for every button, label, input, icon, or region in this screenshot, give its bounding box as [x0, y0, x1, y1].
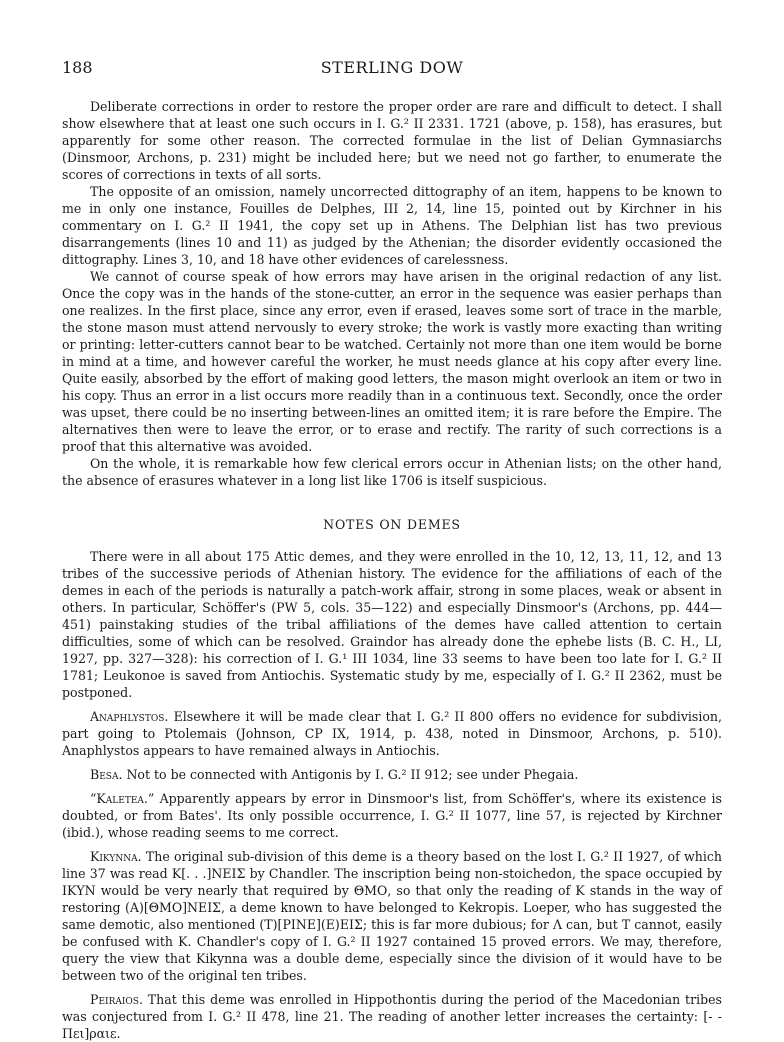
note-text: Apparently appears by error in Dinsmoor's list, from Schöffer's, where its existence is doubted, or from Bates'. Its only possible occurrence, I. G.² II 1077, line 57, is rejected by Kirchner (ibid.), whose reading seems to me correct. — [62, 791, 722, 840]
section-heading: NOTES ON DEMES — [323, 517, 461, 532]
note-term: Peiraios. — [90, 992, 143, 1007]
note-term: “Kaletea.” — [90, 791, 155, 806]
note-term: Besa. — [90, 767, 123, 782]
note-term: Anaphlystos. — [90, 709, 169, 724]
note-term: Kikynna. — [90, 849, 142, 864]
paragraph-2: The opposite of an omission, namely uncorrected dittography of an item, happens to be known to me in only one instance, Fouilles de Delphes, III 2, 14, line 15, pointed out by Kirchner in his commentary on I. G.² II 1941, the copy set up in Athens. The Delphian list has two previous disarrangements (lines 10 and 11) as judged by the Athenian; the disorder evidently occasioned the dittography. Lines 3, 10, and 18 have other evidences of carelessness. — [62, 184, 722, 267]
page-number: 188 — [62, 58, 93, 77]
body-text — [62, 98, 722, 1042]
paragraph-1: Deliberate corrections in order to restore the proper order are rare and difficult to detect. I shall show elsewhere that at least one such occurs in I. G.² II 2331. 1721 (above, p. 158), has erasures, but apparently for some other reason. The corrected formulae in the list of Delian Gymnasiarchs (Dinsmoor, Archons, p. 231) might be included here; but we need not go farther, to enumerate the scores of corrections in texts of all sorts. — [62, 99, 722, 182]
note-peiraios — [62, 991, 722, 1042]
running-head: STERLING DOW — [320, 58, 464, 77]
note-kikynna — [62, 848, 722, 984]
note-kaletea — [62, 790, 722, 841]
note-anaphlystos — [62, 708, 722, 759]
section-intro: There were in all about 175 Attic demes, and they were enrolled in the 10, 12, 13, 11, 12, and 13 tribes of the successive periods of Athenian history. The evidence for the affiliations of each of the demes in each of the periods is naturally a patch-work affair, strong in some places, weak or absent in others. In particular, Schöffer's (PW 5, cols. 35—122) and especially Dinsmoor's (Archons, pp. 444—451) painstaking studies of the tribal affiliations of the demes have called attention to certain difficulties, some of which can be resolved. Graindor has already done the ephebe lists (B. C. H., LI, 1927, pp. 327—328): his correction of I. G.¹ III 1034, line 33 seems to have been too late for I. G.² II 1781; Leukonoe is saved from Antiochis. Systematic study by me, especially of I. G.² II 2362, must be postponed. — [62, 549, 722, 700]
paragraph-3: We cannot of course speak of how errors may have arisen in the original redaction of any list. Once the copy was in the hands of the stone-cutter, an error in the sequence was easier perhaps than one realizes. In the first place, since any error, even if erased, leaves some sort of trace in the marble, the stone mason must attend nervously to every stroke; the work is vastly more exacting than writing or printing: letter-cutters cannot bear to be watched. Certainly not more than one item would be borne in mind at a time, and however careful the worker, he must needs glance at his copy after every line. Quite easily, absorbed by the effort of making good letters, the mason might overlook an item or two in his copy. Thus an error in a list occurs more readily than in a continuous text. Secondly, once the order was upset, there could be no inserting between-lines an omitted item; it is rare before the Empire. The alternatives then were to leave the error, or to erase and rectify. The rarity of such corrections is a proof that this alternative was avoided. — [62, 269, 722, 454]
note-text: Elsewhere it will be made clear that I. G.² II 800 offers no evidence for subdivision, part going to Ptolemais (Johnson, CP IX, 1914, p. 438, noted in Dinsmoor, Archons, p. 510). Anaphlystos appears to have remained always in Antiochis. — [62, 709, 722, 758]
note-text: Not to be connected with Antigonis by I. G.² II 912; see under Phegaia. — [122, 767, 579, 782]
note-text: The original sub-division of this deme is a theory based on the lost I. G.² II 1927, of which line 37 was read Κ[. . .]ΝΕΙΣ by Chandler. The inscription being non-stoichedon, the space occupied by ΙΚΥΝ would be very nearly that required by ΘΜΟ, so that only the reading of Κ stands in the way of restoring (Α)[ΘΜΟ]ΝΕΙΣ, a deme known to have belonged to Kekropis. Loeper, who has suggested the same demotic, also mentioned (Τ)[ΡΙΝΕ](Ε)ΕΙΣ; this is far more dubious; for Λ can, but Τ cannot, easily be confused with Κ. Chandler's copy of I. G.² II 1927 contained 15 proved errors. We may, therefore, query the view that Kikynna was a double deme, especially since the division of it would have to be between two of the original ten tribes. — [62, 849, 722, 983]
page-header — [62, 58, 722, 80]
note-besa — [62, 766, 722, 783]
paragraph-4: On the whole, it is remarkable how few clerical errors occur in Athenian lists; on the other hand, the absence of erasures whatever in a long list like 1706 is itself suspicious. — [62, 456, 722, 488]
note-text: That this deme was enrolled in Hippothontis during the period of the Macedonian tribes was conjectured from I. G.² II 478, line 21. The reading of another letter increases the certainty: [- - Πει]ραιε. — [62, 992, 722, 1041]
